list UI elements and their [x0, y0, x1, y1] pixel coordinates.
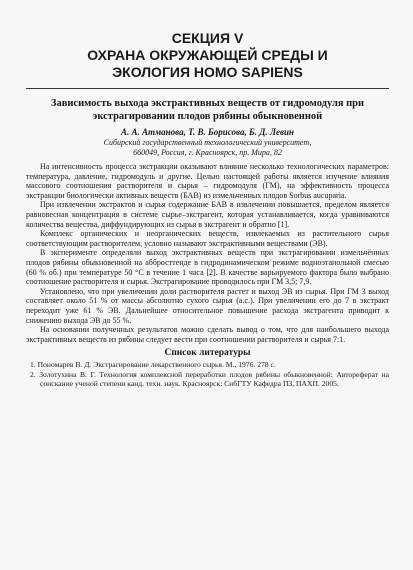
reference-item: 1. Пономарев В. Д. Экстрагирование лекарственного сырья. М., 1976. 278 с. [30, 360, 276, 370]
reference-item: 2. Золотухина В. Г. Технология комплексной переработки плодов рябины обыкновенной: Автореферат на соискание ученой степени канд. техн. наук. Красноярск: СибГТУ Кафедра ПЗ, ПАХП. 2005. [30, 369, 389, 389]
article-title: Зависимость выхода экстрактивных веществ от гидромодуля при экстрагировании плодов рябины обыкновенной [50, 98, 365, 122]
section-title-line-1: ОХРАНА ОКРУЖАЮЩЕЙ СРЕДЫ И [87, 47, 328, 63]
heading-divider [26, 88, 389, 89]
article-body [26, 162, 389, 344]
affiliation-line-1: Сибирский государственный технологический университет, [103, 138, 312, 147]
references-heading: Список литературы [164, 348, 251, 359]
body-paragraph: В эксперименте определяли выход экстрактивных веществ при экстрагировании измельчённых плодов рябины обыкновенной на аббросттенде в гидродинамическом режиме водноэтанольной смесью (60 % об.) при температуре 50 °С в течение 1 часа [2]. В качестве варьируемого фактора было выбрано соотношение растворителя и сырья. Экстрагирование проводилось при ГМ 3,5; 7,9. [26, 248, 389, 287]
affiliation-line-2: 660049, Россия, г. Красноярск, пр. Мира, 82 [133, 148, 282, 157]
body-paragraph: При извлечении экстрактов и сырья содержание БАВ в извлечении повышается, пределом является равновесная концентрация в системе сырье–экстрагент, которая устанавливается, когда уравниваются количества вещества, диффундирующих из сырья в экстрагент и обратно [1]. [26, 200, 389, 229]
section-number: СЕКЦИЯ V [171, 30, 244, 46]
section-title-line-2: ЭКОЛОГИЯ HOMO SAPIENS [112, 64, 303, 80]
body-paragraph: Комплекс органических и неорганических веществ, извлекаемых из растительного сырья соответствующим растворителем, условно называют экстрактивными веществами (ЭВ). [26, 229, 389, 248]
body-paragraph: Установлено, что при увеличении доли растворителя растет и выход ЭВ из сырья. При ГМ 3 выход составляет около 51 % от массы абсолютно сухого сырья (а.с.). При увеличении его до 7 в экстракт переходит уже 61 % ЭВ. Дальнейшее относительное повышение расхода экстрагента приводит к снижению выхода ЭВ до 55 %. [26, 286, 389, 325]
body-paragraph: На интенсивность процесса экстракции оказывают влияние несколько технологических параметров: температура, давление, гидромодуль и другие. Целью настоящей работы является изучение влияния массового соотношения растворителя и сырья – гидромодуля (ГМ), на эффективность процесса экстракции биологически активных веществ (БАВ) из измельченных плодов Sorbus aucuparia. [26, 162, 389, 200]
article-authors: А. А. Атманова, Т. В. Борисова, Б. Д. Левин [120, 127, 295, 137]
body-paragraph: На основании полученных результатов можно сделать вывод о том, что для наибольшего выхода экстрактивных веществ из рябины следует вести при соотношении растворителя и сырья 7:1. [26, 325, 389, 344]
section-heading [26, 30, 389, 81]
